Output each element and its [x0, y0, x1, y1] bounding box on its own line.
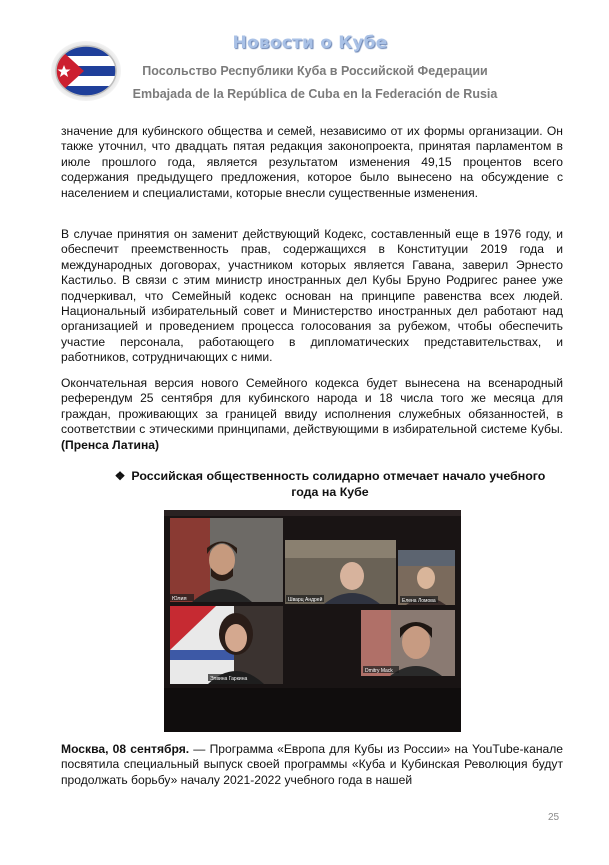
participant-label-2: Шварц Андрей	[288, 597, 323, 603]
embassy-name-russian: Посольство Республики Куба в Российской Федерации	[142, 64, 488, 78]
paragraph-2: В случае принятия он заменит действующий Кодекс, составленный еще в 1976 году, и обеспечит преемственность прав, содержащихся в Конституции 2019 года и международных договорах, участником которых является Гавана, заверил Эрнесто Кастильо. В связи с этим министр иностранных дел Кубы Бруно Родригес ранее уже подчеркивал, что Семейный кодекс основан на принципе равенства всех людей. Национальный избирательный совет и Министерство иностранных дел работают над организацией и проведением процесса голосования за рубежом, чтобы обеспечить участие персонала, работающего в дипломатических представительствах, и работников, сотрудничающих с ними.	[61, 227, 563, 365]
paragraph-3-source: (Пренса Латина)	[61, 437, 160, 452]
embassy-name-spanish: Embajada de la República de Cuba en la Federación de Rusia	[132, 87, 498, 101]
newsletter-title: Новости о Кубе	[232, 33, 388, 53]
participant-label-3: Елена Ломова	[402, 598, 436, 604]
paragraph-4-lead: Москва, 08 сентября.	[61, 742, 190, 756]
cuba-flag-logo-icon	[50, 40, 122, 102]
paragraph-1: значение для кубинского общества и семей, независимо от их формы организации. Он также уточнил, что двадцать пятая редакция законопроекта, принятая парламентом в июле прошлого года, является результатом изменения 49,15 процентов всего содержания предыдущего предложения, которое было вынесено на обсуждение с населением и специалистами, которые внесли существенные изменения.	[61, 124, 563, 200]
participant-label-5: Dmitry Mack	[365, 668, 393, 674]
paragraph-4-text: — Программа «Европа для Кубы из России» на YouTube-канале посвятила специальный выпуск своей программы «Куба и Кубинская Революция будут продолжать борьбу» началу 2021-2022 учебного года в нашей	[61, 742, 564, 787]
video-conference-photo	[164, 510, 461, 732]
page-header	[0, 0, 609, 120]
page-number: 25	[548, 812, 560, 823]
participant-label-4: Элвина Гаркина	[210, 676, 248, 682]
paragraph-3	[61, 376, 563, 453]
section-heading	[110, 469, 550, 500]
diamond-bullet-icon: ❖	[114, 469, 126, 483]
paragraph-3-text: Окончательная версия нового Семейного кодекса будет вынесена на всенародный референдум 25 сентября для кубинского народа и 18 числа того же месяца для граждан, проживающих за границей ввиду исполнения служебных обязанностей, в соответствии с этическими принципами, действующими в избирательной системе Кубы.	[61, 376, 563, 437]
paragraph-4	[61, 742, 563, 788]
section-heading-line-2: года на Кубе	[291, 484, 369, 499]
participant-label-1: Юлия	[172, 596, 187, 602]
section-heading-line-1: Российская общественность солидарно отмечает начало учебного	[131, 469, 546, 483]
